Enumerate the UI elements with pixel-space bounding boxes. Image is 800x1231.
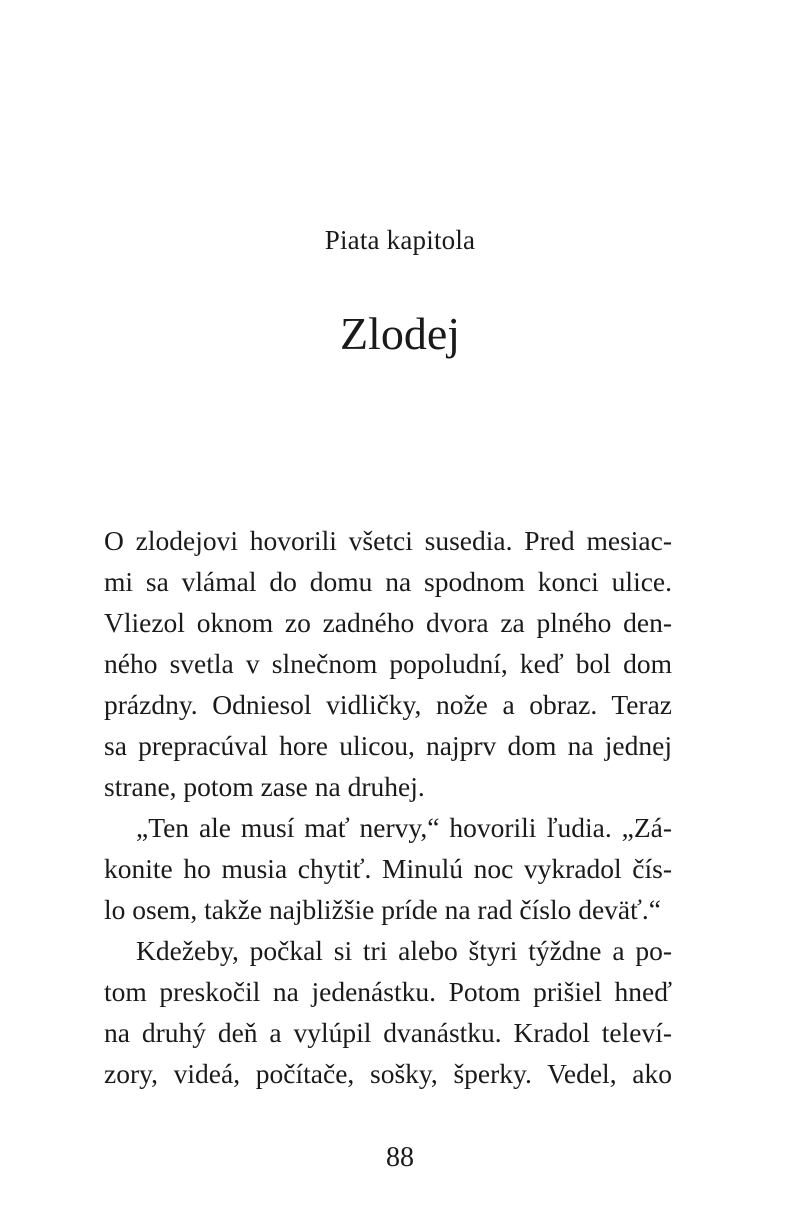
chapter-label: Piata kapitola xyxy=(324,225,476,255)
text-line: na druhý deň a vylúpil dvanástku. Kradol televí- xyxy=(104,1017,672,1048)
text-line: konite ho musia chytiť. Minulú noc vykradol čís- xyxy=(104,853,672,884)
text-line: Vliezol oknom zo zadného dvora za plného den- xyxy=(104,607,672,638)
page-number: 88 xyxy=(386,1142,414,1173)
text-line: tom preskočil na jedenástku. Potom prišiel hneď xyxy=(104,976,672,1007)
text-line: mi sa vlámal do domu na spodnom konci ulice. xyxy=(104,566,672,597)
text-line: „Ten ale musí mať nervy,“ hovorili ľudia. „Zá- xyxy=(136,812,672,843)
text-line: O zlodejovi hovorili všetci susedia. Pred mesiac- xyxy=(104,525,672,556)
text-line: strane, potom zase na druhej. xyxy=(104,771,425,802)
text-line: sa prepracúval hore ulicou, najprv dom na jednej xyxy=(104,730,672,761)
text-line: zory, videá, počítače, sošky, šperky. Vedel, ako xyxy=(104,1058,672,1089)
text-line: Kdežeby, počkal si tri alebo štyri týždne a po- xyxy=(136,935,672,966)
text-line: lo osem, takže najbližšie príde na rad číslo deväť.“ xyxy=(104,894,661,925)
text-line: prázdny. Odniesol vidličky, nože a obraz. Teraz xyxy=(104,689,672,720)
text-line: ného svetla v slnečnom popoludní, keď bol dom xyxy=(104,648,672,679)
body-text xyxy=(104,520,672,1094)
chapter-title: Zlodej xyxy=(339,308,461,359)
